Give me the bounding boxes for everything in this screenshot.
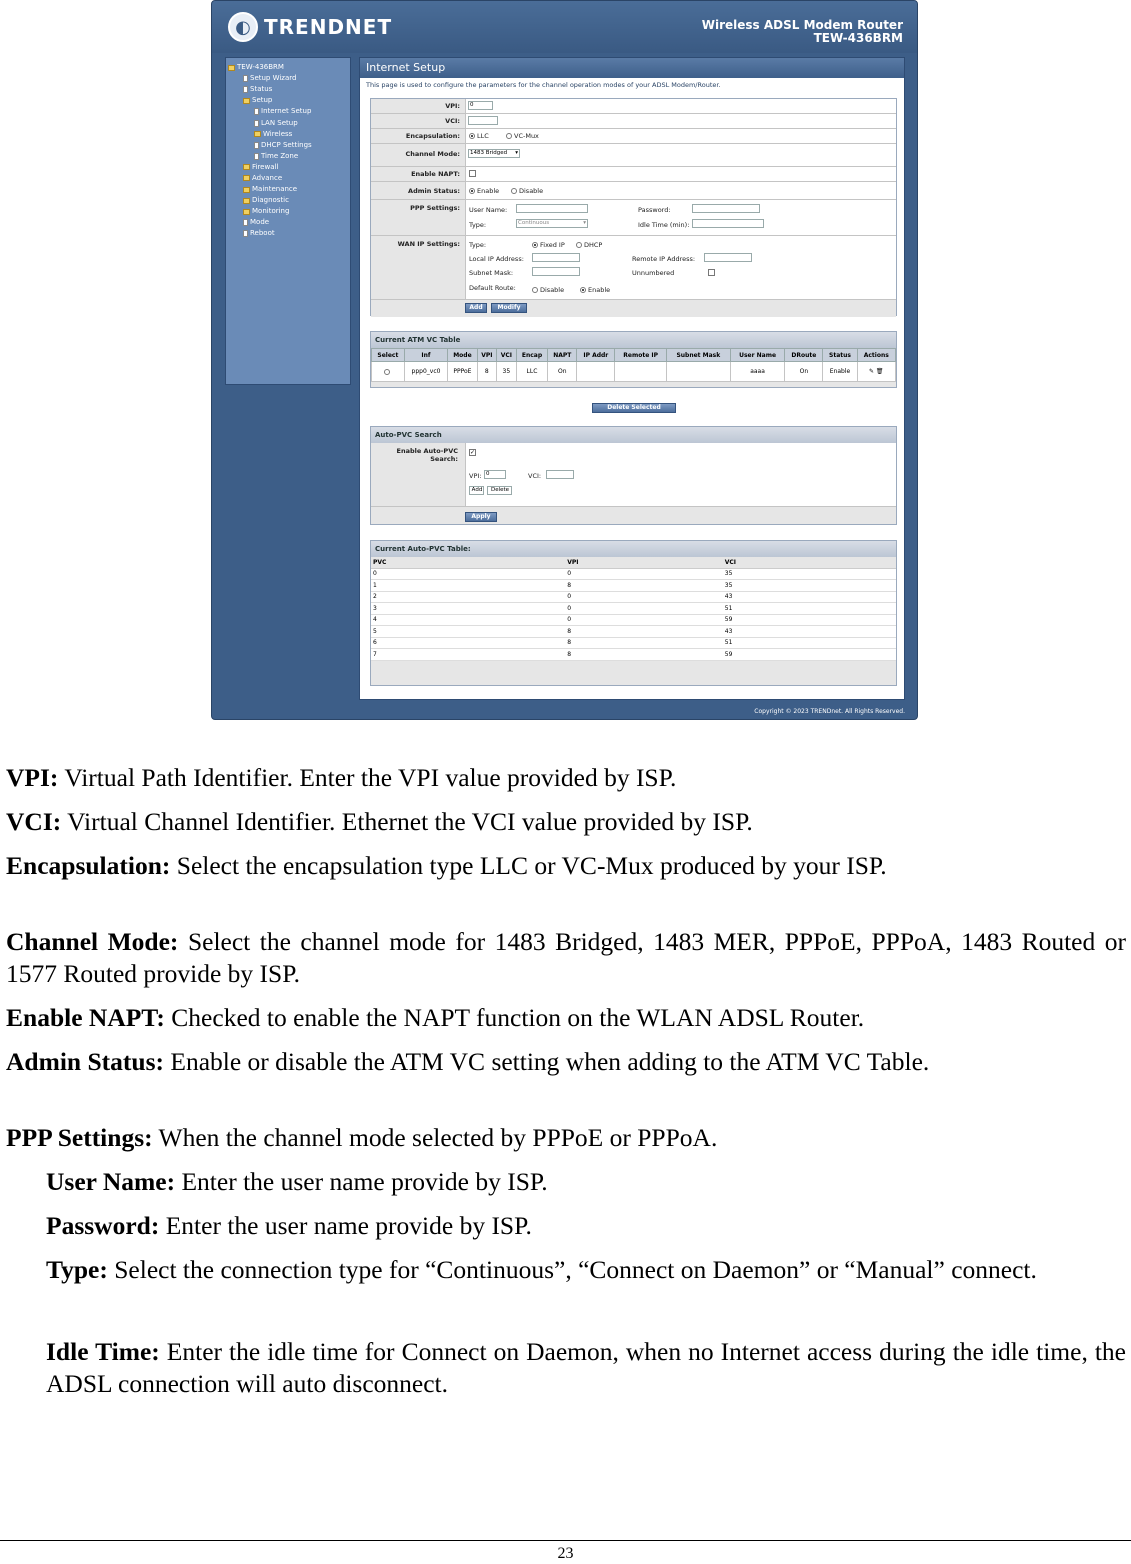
- table-row: [371, 568, 896, 580]
- ppp-username-input[interactable]: [516, 204, 588, 213]
- wan-fixed-ip-label: Fixed IP: [540, 241, 565, 249]
- table-cell: 5: [371, 626, 565, 638]
- admin-disable-label: Disable: [519, 187, 544, 195]
- term: PPP Settings:: [6, 1123, 153, 1152]
- nav-item-label: Maintenance: [252, 185, 298, 194]
- wan-remote-ip-input[interactable]: [704, 253, 752, 262]
- table-cell: 51: [723, 637, 896, 649]
- table-row: [371, 637, 896, 649]
- nav-tree: [225, 57, 351, 385]
- wan-default-enable-label: Enable: [588, 286, 611, 294]
- table-cell: 4: [371, 614, 565, 626]
- folder-icon: [243, 187, 250, 193]
- page-number: 23: [557, 1545, 574, 1562]
- table-cell: 7: [371, 649, 565, 661]
- table-cell: 0: [565, 614, 723, 626]
- table-cell: aaaa: [730, 362, 785, 382]
- atm-table-title: Current ATM VC Table: [371, 332, 896, 348]
- doc-admin-status: [6, 1046, 1126, 1078]
- table-cell: 3: [371, 603, 565, 615]
- nav-item-label: Status: [250, 85, 273, 94]
- folder-icon: [254, 131, 261, 137]
- term: Type:: [46, 1255, 108, 1284]
- column-header: Status: [823, 349, 857, 362]
- admin-enable-radio[interactable]: [469, 188, 475, 194]
- router-icon: [228, 65, 235, 71]
- column-header: NAPT: [548, 349, 577, 362]
- page-icon: [254, 120, 259, 127]
- page-icon: [254, 108, 259, 115]
- chevron-down-icon: ▾: [515, 150, 518, 156]
- column-header: VCI: [497, 349, 517, 362]
- definition: Select the channel mode for 1483 Bridged, 1483 MER, PPPoE, PPPoA, 1483 Routed or 1577 Routed provide by ISP.: [6, 927, 1126, 988]
- table-cell: 43: [723, 591, 896, 603]
- doc-enable-napt: [6, 1002, 1131, 1034]
- definition: Select the encapsulation type LLC or VC-Mux produced by your ISP.: [170, 851, 887, 880]
- wan-local-ip-label: Local IP Address:: [469, 255, 524, 263]
- column-header: Remote IP: [615, 349, 667, 362]
- chevron-down-icon: ▾: [583, 220, 586, 226]
- channel-config-form: [370, 98, 897, 316]
- channel-mode-value: 1483 Bridged: [470, 150, 508, 156]
- encap-llc-label: LLC: [477, 132, 489, 140]
- table-row: [371, 603, 896, 615]
- folder-icon: [243, 98, 250, 104]
- nav-item-label: Setup Wizard: [250, 74, 297, 83]
- wan-ip-settings-label: WAN IP Settings:: [397, 240, 460, 248]
- column-header: Mode: [448, 349, 477, 362]
- page-icon: [254, 153, 259, 160]
- admin-status-label: Admin Status:: [408, 187, 460, 195]
- table-row: [371, 591, 896, 603]
- nav-item[interactable]: [228, 162, 348, 173]
- table-cell: 2: [371, 591, 565, 603]
- doc-password: [46, 1210, 1126, 1242]
- nav-item[interactable]: [228, 184, 348, 195]
- wan-unnumbered-checkbox[interactable]: [708, 269, 715, 276]
- table-cell: 35: [497, 362, 517, 382]
- wan-dhcp-radio[interactable]: [576, 242, 582, 248]
- ppp-username-label: User Name:: [469, 206, 508, 214]
- table-cell: 51: [723, 603, 896, 615]
- nav-item-label: LAN Setup: [261, 118, 298, 127]
- auto-pvc-table-section: [370, 540, 897, 686]
- wan-local-ip-input[interactable]: [532, 253, 580, 262]
- table-cell: 59: [723, 649, 896, 661]
- nav-item[interactable]: [228, 117, 348, 128]
- folder-icon: [243, 209, 250, 215]
- auto-pvc-search-section: [370, 426, 897, 525]
- ppp-type-label: Type:: [469, 221, 487, 229]
- nav-item-label: TEW-436BRM: [237, 63, 284, 72]
- vpi-label: VPI:: [445, 102, 460, 110]
- auto-pvc-vci-input[interactable]: [546, 470, 574, 479]
- table-cell: [666, 362, 730, 382]
- definition: When the channel mode selected by PPPoE or PPPoA.: [152, 1123, 718, 1152]
- term: Idle Time:: [46, 1337, 160, 1366]
- column-header: Select: [372, 349, 405, 362]
- page-icon: [243, 86, 248, 93]
- admin-disable-radio[interactable]: [511, 188, 517, 194]
- auto-pvc-vci-label: VCI:: [528, 472, 542, 480]
- auto-pvc-table: [371, 557, 896, 661]
- doc-idle-time: [46, 1336, 1126, 1400]
- definition: Checked to enable the NAPT function on the WLAN ADSL Router.: [164, 1003, 865, 1032]
- nav-item-label: Mode: [250, 218, 270, 227]
- encap-vcmux-label: VC-Mux: [514, 132, 539, 140]
- wan-default-disable-label: Disable: [540, 286, 565, 294]
- nav-item-label: Time Zone: [261, 151, 299, 160]
- table-cell: 0: [371, 568, 565, 580]
- term: Admin Status:: [6, 1047, 164, 1076]
- folder-icon: [243, 198, 250, 204]
- term: Password:: [46, 1211, 160, 1240]
- auto-pvc-delete-button[interactable]: Delete: [487, 486, 512, 495]
- doc-vci: [6, 806, 1126, 838]
- page-title: Internet Setup: [360, 58, 904, 78]
- nav-item[interactable]: [228, 206, 348, 217]
- wan-type-label: Type:: [469, 241, 487, 249]
- doc-ppp-settings: [6, 1122, 1126, 1154]
- add-button[interactable]: Add: [465, 303, 487, 313]
- delete-selected-button[interactable]: Delete Selected: [592, 403, 676, 413]
- wan-default-disable-radio[interactable]: [532, 287, 538, 293]
- term: VPI:: [6, 763, 59, 792]
- nav-item[interactable]: [228, 62, 348, 73]
- column-header: VCI: [723, 557, 896, 568]
- edit-icon[interactable]: ✎: [868, 368, 874, 375]
- nav-item[interactable]: [228, 95, 348, 106]
- nav-item-label: Advance: [252, 173, 283, 182]
- table-cell: On: [548, 362, 577, 382]
- page-icon: [243, 219, 248, 226]
- wan-subnet-input[interactable]: [532, 267, 580, 276]
- row-actions[interactable]: [857, 362, 895, 382]
- column-header: IP Addr: [577, 349, 615, 362]
- radio-icon[interactable]: [384, 369, 390, 375]
- table-cell: On: [785, 362, 823, 382]
- doc-encapsulation: [6, 850, 1126, 882]
- apply-button[interactable]: Apply: [465, 512, 497, 522]
- product-line: Wireless ADSL Modem Router: [701, 18, 903, 32]
- enable-napt-label: Enable NAPT:: [411, 170, 460, 178]
- enable-napt-checkbox[interactable]: [469, 170, 476, 177]
- nav-item-label: Wireless: [263, 129, 293, 138]
- term: Channel Mode:: [6, 927, 179, 956]
- column-header: VPI: [477, 349, 497, 362]
- term: VCI:: [6, 807, 62, 836]
- nav-item[interactable]: [228, 195, 348, 206]
- table-cell: 59: [723, 614, 896, 626]
- nav-item[interactable]: [228, 129, 348, 140]
- router-header: [212, 1, 918, 53]
- column-header: PVC: [371, 557, 565, 568]
- definition: Enable or disable the ATM VC setting when adding to the ATM VC Table.: [164, 1047, 930, 1076]
- nav-item[interactable]: [228, 106, 348, 117]
- table-cell: 8: [565, 580, 723, 592]
- ppp-settings-label: PPP Settings:: [410, 204, 460, 212]
- nav-item[interactable]: [228, 151, 348, 162]
- channel-mode-select[interactable]: [468, 149, 520, 158]
- term: Enable NAPT:: [6, 1003, 165, 1032]
- nav-item[interactable]: [228, 173, 348, 184]
- column-header: DRoute: [785, 349, 823, 362]
- column-header: Actions: [857, 349, 895, 362]
- table-cell: ppp0_vc0: [404, 362, 448, 382]
- ppp-password-input[interactable]: [692, 204, 760, 213]
- table-cell: 8: [477, 362, 497, 382]
- wan-unnumbered-label: Unnumbered: [632, 269, 675, 277]
- brand-name: TRENDNET: [264, 15, 393, 39]
- nav-item[interactable]: [228, 84, 348, 95]
- nav-item[interactable]: [228, 140, 348, 151]
- ppp-idle-input[interactable]: [692, 219, 764, 228]
- table-cell: 0: [565, 591, 723, 603]
- trendnet-logo: [228, 11, 392, 43]
- modify-button[interactable]: Modify: [491, 303, 527, 313]
- auto-pvc-vpi-input[interactable]: 0: [484, 470, 506, 479]
- doc-user-name: [46, 1166, 1126, 1198]
- column-header: Inf: [404, 349, 448, 362]
- table-row: [371, 580, 896, 592]
- definition: Enter the user name provide by ISP.: [159, 1211, 532, 1240]
- nav-item[interactable]: [228, 228, 348, 239]
- table-cell: 8: [565, 626, 723, 638]
- column-header: VPI: [565, 557, 723, 568]
- definition: Virtual Channel Identifier. Ethernet the VCI value provided by ISP.: [61, 807, 753, 836]
- folder-icon: [243, 175, 250, 181]
- wan-subnet-label: Subnet Mask:: [469, 269, 514, 277]
- auto-pvc-table-title: Current Auto-PVC Table:: [371, 541, 896, 557]
- doc-type: [46, 1254, 1126, 1286]
- doc-vpi: [6, 762, 1126, 794]
- definition: Enter the user name provide by ISP.: [175, 1167, 548, 1196]
- table-cell: LLC: [516, 362, 548, 382]
- enable-auto-pvc-checkbox[interactable]: ✓: [470, 449, 476, 456]
- vpi-input[interactable]: 0: [468, 101, 493, 110]
- nav-item-label: Reboot: [250, 229, 275, 238]
- atm-vc-table-section: [370, 331, 897, 388]
- wan-default-enable-radio[interactable]: [580, 287, 586, 293]
- page-icon: [243, 230, 248, 237]
- column-header: Subnet Mask: [666, 349, 730, 362]
- auto-pvc-vpi-label: VPI:: [469, 472, 482, 480]
- nav-item[interactable]: [228, 217, 348, 228]
- page-icon: [254, 142, 259, 149]
- auto-pvc-title: Auto-PVC Search: [371, 427, 896, 443]
- table-row: [372, 362, 896, 382]
- footer-rule: [0, 1540, 1131, 1541]
- table-cell: 8: [565, 649, 723, 661]
- wan-remote-ip-label: Remote IP Address:: [632, 255, 696, 263]
- encap-vcmux-radio[interactable]: [506, 133, 512, 139]
- ppp-type-select[interactable]: [516, 219, 588, 228]
- nav-item[interactable]: [228, 73, 348, 84]
- ppp-type-value: Continuous: [518, 220, 550, 226]
- doc-channel-mode: [6, 926, 1126, 990]
- folder-icon: [243, 164, 250, 170]
- ppp-password-label: Password:: [638, 206, 671, 214]
- product-name: [702, 19, 903, 45]
- table-row: [371, 626, 896, 638]
- trash-icon[interactable]: 🗑: [875, 368, 884, 375]
- table-cell: 1: [371, 580, 565, 592]
- copyright: Copyright © 2023 TRENDnet. All Rights Reserved.: [754, 708, 905, 715]
- admin-enable-label: Enable: [477, 187, 500, 195]
- atm-vc-table: [371, 348, 896, 382]
- wan-default-route-label: Default Route:: [469, 284, 516, 292]
- wan-dhcp-label: DHCP: [584, 241, 603, 249]
- table-cell: Enable: [823, 362, 857, 382]
- enable-auto-pvc-label: Enable Auto-PVC Search:: [396, 447, 458, 463]
- vci-label: VCI:: [445, 117, 460, 125]
- table-row: [371, 649, 896, 661]
- table-cell: [577, 362, 615, 382]
- page-icon: [243, 75, 248, 82]
- nav-item-label: Firewall: [252, 162, 279, 171]
- definition: Enter the idle time for Connect on Daemon, when no Internet access during the idle time, the ADSL connection will auto disconnect.: [46, 1337, 1127, 1398]
- ppp-idle-label: Idle Time (min):: [638, 221, 690, 229]
- term: User Name:: [46, 1167, 176, 1196]
- nav-item-label: DHCP Settings: [261, 140, 312, 149]
- logo-mark-icon: ◐: [228, 12, 258, 42]
- table-cell: 43: [723, 626, 896, 638]
- main-panel: [359, 57, 905, 700]
- product-model: TEW-436BRM: [813, 31, 903, 45]
- table-cell: PPPoE: [448, 362, 477, 382]
- auto-pvc-add-button[interactable]: Add: [469, 486, 484, 495]
- nav-item-label: Internet Setup: [261, 107, 312, 116]
- table-cell: 35: [723, 580, 896, 592]
- table-cell: 0: [565, 603, 723, 615]
- wan-fixed-ip-radio[interactable]: [532, 242, 538, 248]
- definition: Select the connection type for “Continuous”, “Connect on Daemon” or “Manual” connect.: [107, 1255, 1037, 1284]
- router-screenshot: [211, 0, 918, 720]
- table-cell: 0: [565, 568, 723, 580]
- encap-llc-radio[interactable]: [469, 133, 475, 139]
- page-description: This page is used to configure the parameters for the channel operation modes of your ADSL Modem/Router.: [366, 81, 721, 89]
- table-cell: 8: [565, 637, 723, 649]
- table-cell: 35: [723, 568, 896, 580]
- table-cell: 6: [371, 637, 565, 649]
- table-row: [371, 614, 896, 626]
- nav-item-label: Setup: [252, 96, 273, 105]
- nav-item-label: Monitoring: [252, 207, 290, 216]
- nav-item-label: Diagnostic: [252, 196, 289, 205]
- table-cell: [615, 362, 667, 382]
- select-radio[interactable]: [372, 362, 405, 382]
- channel-mode-label: Channel Mode:: [405, 150, 460, 158]
- encapsulation-label: Encapsulation:: [405, 132, 460, 140]
- term: Encapsulation:: [6, 851, 171, 880]
- column-header: Encap: [516, 349, 548, 362]
- column-header: User Name: [730, 349, 785, 362]
- definition: Virtual Path Identifier. Enter the VPI value provided by ISP.: [58, 763, 677, 792]
- vci-input[interactable]: [468, 116, 498, 125]
